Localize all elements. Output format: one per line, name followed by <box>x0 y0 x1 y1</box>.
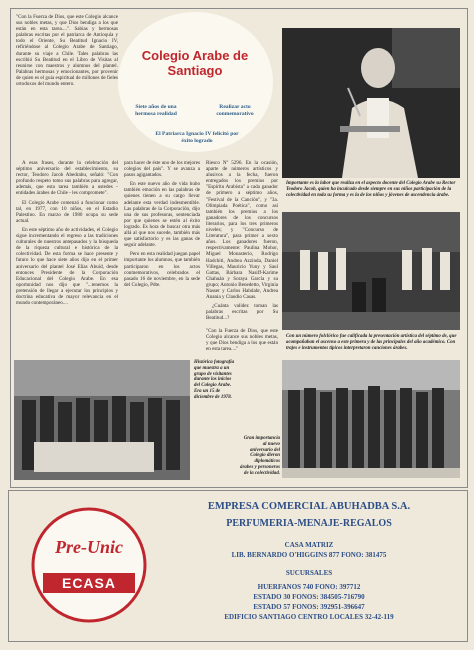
company-tagline: PERFUMERIA-MENAJE-REGALOS <box>226 518 392 529</box>
branch-2: ESTADO 30 FONOS: 384505-716790 <box>253 593 365 601</box>
col1-paragraph-3: En este séptimo año de actividades, el Colegio sigue incrementando el regreso a las tradiciones culturales de nuestros antepasados y la búsqueda de la riqueza cultural e histórica de la colectividad. De esta forma se hace presente y futuro lo que hace siete años dijo en el primer aniversario del plantel José Elías Abuid, desde entonces Presidente de la Corporación Educacional del Colegio Arabe. En esa oportunidad nos dijo que "...tenemos la pretensión de llegar a ejecutar los principios y doctrina educativa de mayor relevancia en el mundo contemporáneo.... <box>16 226 118 307</box>
subtitle-right: Realizar acto conmemorativo <box>216 104 254 117</box>
historic-group-photo <box>14 360 190 480</box>
col3-paragraph-1: Riesco Nº 5296. En la ocasión, aparte de números artísticos y alusivos a la fecha, fueron entregados los premios por "Espíritu Arabista" a cada ganador de primero a séptimo años, "Festival de la Canción", y "3a. Olimpiada Poética", como así también los premios a los ganadores de los concursos literarios, para los tres primeros niveles; y "Concurso de Literatura", para primer a sexto años. Los ganadores fueron, respectivamente: Paulina Mohor, Miguel Monasterio, Rodrigo Hadchiti, Andrea Azzinda, Daniel Villegas, Mauricio Yuny y Saul Gattas, Bárbara Nasiff-Karime Chahuán y Soraya García y su grupo; Antonio Benedetto, Virginia Nasser y Carlos Habdahr, Andrea Anania y Claudio Casas. <box>206 160 278 301</box>
rector-speaking-photo <box>282 28 460 178</box>
opening-quote: "Con la Fuerza de Dios, que este Colegio alcance sus nobles metas, y que Dios bendiga a los que están en esta tarea....". Sabias y hermosas palabras escritas por el patriarca de Antioquía y todo el Oriente, Su Beatitud Ignacio IV, refiriéndose al Colegio Arabe de Santiago, durante su viaje a Chile. Tales palabras las escribió Su Beatitud en el Libro de Visitas al reunirse con maestros y alumnos del plantel. Palabras hermosas y emocionantes, por provenir de quien es el guía espiritual de millones de fieles ortodoxos del mundo entero. <box>16 14 118 88</box>
folk-dancers-photo <box>282 212 460 330</box>
column-1 <box>16 160 118 309</box>
guests-caption: Gran importancia al nuevo aniversario del Colegio dieron diplomáticos árabes y personeros de la colectividad. <box>240 436 280 476</box>
speaker-caption: Importante es la labor que realiza en el aspecto docente del Colegio Arabe su Rector Teodoro Jacob, quien ha inculcado desde siempre en sus niños participación de la colectividad en toda su forma y es la de los niños y jóvenes de ascendencia árabe. <box>286 181 456 198</box>
branch-4: EDIFICIO SANTIAGO CENTRO LOCALES 32-42-119 <box>224 613 394 621</box>
pre-unic-logo <box>29 505 149 625</box>
column-3 <box>206 160 278 324</box>
dancers-caption: Con un número folclórico fue calificada la presentación artística del séptimo de, que acompañaban el ascenso a este primera y de las principales del año académico. Con trajes e instrumentos típicos interpretaron canciones árabes. <box>286 334 457 351</box>
col2-paragraph-3: Pero en esta realidad juegan papel importante los alumnos, que también participaron en los actos conmemorativos, celebrados el pasado 16 de noviembre, en la sede del Colegio, Pdte. <box>124 251 200 288</box>
diplomats-photo <box>282 360 460 478</box>
company-name: EMPRESA COMERCIAL ABUHADBA S.A. <box>207 501 411 512</box>
historic-caption: Histórica fotografía que muestra a un grupo de visitantes durante los inicios del Colegio Arabe. Era un 15 de diciembre de 1978. <box>194 360 235 400</box>
closing-quote: "Con la Fuerza de Dios, que este Colegio alcance sus nobles metas, y que Dios bendiga a los que están en esta tarea...." <box>206 328 278 353</box>
logo-ecasa-text: ECASA <box>61 575 116 591</box>
branch-1: HUERFANOS 740 FONO: 397712 <box>257 583 361 591</box>
branches-title: SUCURSALES <box>285 569 333 577</box>
col3-paragraph-2: ¿Cuánta validez toman las palabras escritas por Su Beatitud...? <box>206 303 278 322</box>
subtitle-bottom: El Patriarca Ignacio IV felicitó por éxito logrado <box>155 131 239 144</box>
article-title: Colegio Arabe de Santiago <box>141 48 249 78</box>
column-2 <box>124 160 200 291</box>
col2-paragraph-1: para hacer de éste uno de los mejores colegios del país". Y se avanza a pasos agigantados. <box>124 160 200 179</box>
col2-paragraph-2: En este nuevo año de vida hubo también emoción en las palabras de quienes tienen a su cargo llevar adelante esta verdad indesmentible. Las palabras de la Corporación, dijo una de sus profesoras, sentenciada por que quienes se estén al éxito logrado. Es hora de buscar otra más allá al que nos sucede, también más que satisfactorio y es las ganas de seguir adelante. <box>124 181 200 249</box>
logo-pre-unic-text: Pre-Unic <box>55 537 123 557</box>
col1-paragraph-2: El Colegio Arabe comenzó a funcionar como tal, en 1977, con 10 niños, en el Estadio Palestino. En marzo de 1980 ocupa su sede actual. <box>16 199 118 224</box>
hq-address: LIB. BERNARDO O'HIGGINS 877 FONO: 381475 <box>231 551 387 559</box>
branch-3: ESTADO 57 FONOS: 392951-396647 <box>253 603 365 611</box>
subtitle-left: Siete años de una hermosa realidad <box>135 104 177 117</box>
col1-paragraph-1: A esas frases, durante la celebración del séptimo aniversario del establecimiento, su rector, Teodoro Jacob Abedrabu, señaló: "Con profundo respeto tomo sus palabras para agregar, además, que esta tarea también a ustedes - entidades árabes de Chile - les compromete". <box>16 160 118 197</box>
advertisement <box>8 490 468 642</box>
hq-title: CASA MATRIZ <box>284 541 334 549</box>
